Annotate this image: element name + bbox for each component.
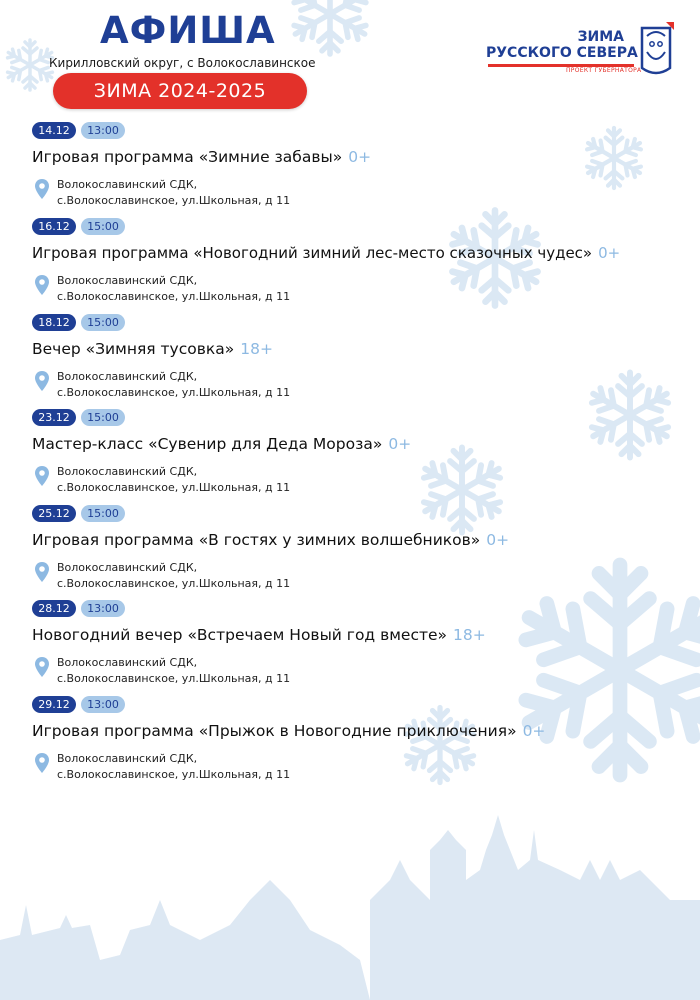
snowflake-icon bbox=[290, 0, 370, 54]
location-subtitle: Кирилловский округ, с Волокославинское bbox=[49, 56, 316, 70]
event-time: 15:00 bbox=[81, 409, 125, 426]
event-date: 29.12 bbox=[32, 696, 76, 713]
event-date: 14.12 bbox=[32, 122, 76, 139]
event-date: 18.12 bbox=[32, 314, 76, 331]
logo-line-3: ПРОЕКТ ГУБЕРНАТОРА bbox=[566, 67, 642, 74]
event-title: Вечер «Зимняя тусовка» bbox=[32, 340, 235, 358]
age-rating: 0+ bbox=[486, 531, 510, 549]
snowflake-icon bbox=[587, 373, 673, 458]
event-time: 15:00 bbox=[81, 505, 125, 522]
event-date: 25.12 bbox=[32, 505, 76, 522]
event-date: 23.12 bbox=[32, 409, 76, 426]
event-title: Игровая программа «В гостях у зимних волшебников» bbox=[32, 531, 481, 549]
location-pin-icon bbox=[35, 179, 49, 199]
event-time: 13:00 bbox=[81, 600, 125, 617]
event-title: Игровая программа «Прыжок в Новогодние приключения» bbox=[32, 722, 517, 740]
event-title-line bbox=[32, 722, 545, 741]
venue-name: Волокославинский СДК, bbox=[57, 178, 198, 191]
event-venue bbox=[57, 177, 290, 209]
venue-address: с.Волокославинское, ул.Школьная, д 11 bbox=[57, 386, 291, 399]
event-title-line bbox=[32, 244, 620, 262]
event-venue bbox=[57, 273, 290, 305]
event-title-line bbox=[32, 531, 509, 550]
location-pin-icon bbox=[35, 753, 49, 773]
venue-address: с.Волокославинское, ул.Школьная, д 11 bbox=[57, 194, 291, 207]
event-time: 13:00 bbox=[81, 122, 125, 139]
age-rating: 0+ bbox=[348, 148, 372, 166]
venue-name: Волокославинский СДК, bbox=[57, 752, 198, 765]
event-title-line bbox=[32, 148, 371, 167]
event-date: 16.12 bbox=[32, 218, 76, 235]
event-date: 28.12 bbox=[32, 600, 76, 617]
venue-name: Волокославинский СДК, bbox=[57, 656, 198, 669]
age-rating: 0+ bbox=[388, 435, 412, 453]
venue-name: Волокославинский СДК, bbox=[57, 465, 198, 478]
snowflake-icon bbox=[514, 565, 700, 775]
snowflake-icon bbox=[5, 40, 55, 90]
season-badge: ЗИМА 2024-2025 bbox=[53, 73, 307, 109]
event-venue bbox=[57, 655, 290, 687]
logo-line-1: ЗИМА bbox=[577, 29, 624, 45]
ded-moroz-icon bbox=[638, 22, 674, 78]
location-pin-icon bbox=[35, 371, 49, 391]
venue-address: с.Волокославинское, ул.Школьная, д 11 bbox=[57, 290, 291, 303]
age-rating: 0+ bbox=[598, 244, 621, 262]
venue-name: Волокославинский СДК, bbox=[57, 561, 198, 574]
location-pin-icon bbox=[35, 657, 49, 677]
age-rating: 18+ bbox=[453, 626, 486, 644]
age-rating: 18+ bbox=[240, 340, 273, 358]
event-venue bbox=[57, 464, 290, 496]
event-venue bbox=[57, 369, 290, 401]
event-venue bbox=[57, 560, 290, 592]
snowflake-icon bbox=[419, 448, 505, 533]
location-pin-icon bbox=[35, 466, 49, 486]
event-title: Игровая программа «Новогодний зимний лес-место сказочных чудес» bbox=[32, 244, 593, 262]
event-title-line bbox=[32, 626, 486, 645]
venue-address: с.Волокославинское, ул.Школьная, д 11 bbox=[57, 481, 291, 494]
location-pin-icon bbox=[35, 275, 49, 295]
project-logo bbox=[486, 22, 676, 80]
event-title-line bbox=[32, 340, 273, 359]
event-title-line bbox=[32, 435, 411, 454]
page-title: АФИША bbox=[100, 9, 276, 52]
age-rating: 0+ bbox=[522, 722, 546, 740]
venue-name: Волокославинский СДК, bbox=[57, 370, 198, 383]
town-silhouette bbox=[0, 815, 700, 1000]
event-time: 13:00 bbox=[81, 696, 125, 713]
venue-address: с.Волокославинское, ул.Школьная, д 11 bbox=[57, 577, 291, 590]
event-title: Новогодний вечер «Встречаем Новый год вместе» bbox=[32, 626, 448, 644]
snowflake-icon bbox=[402, 708, 477, 783]
event-time: 15:00 bbox=[81, 218, 125, 235]
logo-line-2: РУССКОГО СЕВЕРА bbox=[486, 45, 638, 61]
event-venue bbox=[57, 751, 290, 783]
venue-name: Волокославинский СДК, bbox=[57, 274, 198, 287]
event-title: Игровая программа «Зимние забавы» bbox=[32, 148, 343, 166]
venue-address: с.Волокославинское, ул.Школьная, д 11 bbox=[57, 672, 291, 685]
venue-address: с.Волокославинское, ул.Школьная, д 11 bbox=[57, 768, 291, 781]
snowflake-icon bbox=[584, 128, 644, 188]
event-title: Мастер-класс «Сувенир для Деда Мороза» bbox=[32, 435, 383, 453]
location-pin-icon bbox=[35, 562, 49, 582]
event-time: 15:00 bbox=[81, 314, 125, 331]
